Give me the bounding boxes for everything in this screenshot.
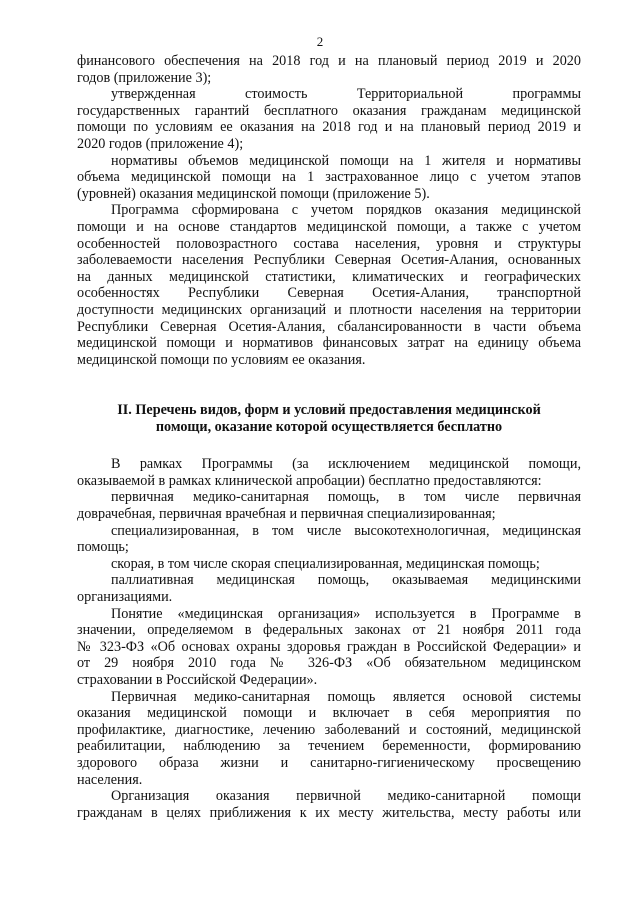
paragraph: [77, 202, 581, 368]
text-line: Республики Северная Осетия-Алания, сбалансированности в части объема: [77, 318, 581, 335]
text-line: значении, определяемом в федеральных законах от 21 ноября 2011 года: [77, 622, 581, 639]
paragraph: [77, 86, 581, 152]
text-line: реабилитации, наблюдению за течением беременности, формированию: [77, 738, 581, 755]
paragraph: [77, 489, 581, 522]
section-paragraphs: [77, 456, 581, 821]
text-line: населения.: [77, 771, 143, 788]
text-line: 2020 годов (приложение 4);: [77, 135, 244, 152]
paragraph: [77, 606, 581, 689]
document-body: [77, 53, 581, 821]
text-line: первичная медико-санитарная помощь, в том числе первичная: [111, 489, 581, 506]
paragraph: [77, 53, 581, 86]
paragraph: [77, 572, 581, 605]
text-line: от 29 ноября 2010 года № 326-ФЗ «Об обязательном медицинском: [77, 655, 581, 672]
section-heading: [77, 402, 581, 436]
text-line: гражданам в целях приближения к их месту жительства, месту работы или: [77, 804, 581, 821]
paragraph: [77, 788, 581, 821]
text-line: доврачебная, первичная врачебная и первичная специализированная;: [77, 506, 496, 523]
text-line: государственных гарантий бесплатного оказания гражданам медицинской: [77, 102, 581, 119]
text-line: Программа сформирована с учетом порядков оказания медицинской: [111, 202, 581, 219]
text-line: годов (приложение 3);: [77, 69, 212, 86]
text-line: помощь;: [77, 539, 129, 556]
intro-paragraphs: [77, 53, 581, 368]
page-number: 2: [316, 34, 324, 49]
text-line: скорая, в том числе скорая специализированная, медицинская помощь;: [111, 555, 540, 572]
text-line: медицинской помощи по условиям ее оказания.: [77, 351, 366, 368]
text-line: здорового образа жизни и санитарно-гигиеническому просвещению: [77, 754, 581, 771]
paragraph: [77, 689, 581, 789]
text-line: особенностей половозрастного состава населения, уровня и структуры: [77, 235, 581, 252]
text-line: нормативы объемов медицинской помощи на 1 жителя и нормативы: [111, 152, 581, 169]
text-line: (уровней) оказания медицинской помощи (приложение 5).: [77, 185, 430, 202]
section-heading-line: помощи, оказание которой осуществляется бесплатно: [155, 419, 503, 436]
text-line: организациями.: [77, 589, 173, 606]
text-line: помощи по условиям ее оказания на 2018 год и на плановый период 2019 и: [77, 119, 581, 136]
paragraph: [77, 556, 581, 573]
text-line: В рамках Программы (за исключением медицинской помощи,: [111, 456, 581, 473]
paragraph: [77, 153, 581, 203]
text-line: на данных медицинской статистики, климатических и географических: [77, 268, 581, 285]
text-line: медицинской помощи и нормативов финансовых затрат на единицу объема: [77, 335, 581, 352]
text-line: оказываемой в рамках клинической апробации) бесплатно предоставляются:: [77, 472, 542, 489]
paragraph: [77, 456, 581, 489]
paragraph: [77, 523, 581, 556]
text-line: Организация оказания первичной медико-санитарной помощи: [111, 788, 581, 805]
text-line: № 323-ФЗ «Об основах охраны здоровья граждан в Российской Федерации» и: [77, 638, 581, 655]
text-line: заболеваемости населения Республики Северная Осетия-Алания, основанных: [77, 252, 581, 269]
text-line: утвержденная стоимость Территориальной программы: [111, 86, 581, 103]
text-line: профилактике, диагностике, лечению заболеваний и состояний, медицинской: [77, 721, 581, 738]
text-line: оказания медицинской помощи и включает в себя мероприятия по: [77, 705, 581, 722]
text-line: доступности медицинских организаций и плотности населения на территории: [77, 301, 581, 318]
text-line: страховании в Российской Федерации».: [77, 672, 318, 688]
text-line: паллиативная медицинская помощь, оказываемая медицинскими: [111, 572, 581, 589]
text-line: специализированная, в том числе высокотехнологичная, медицинская: [111, 522, 581, 539]
text-line: финансового обеспечения на 2018 год и на плановый период 2019 и 2020: [77, 53, 581, 69]
text-line: Первичная медико-санитарная помощь является основой системы: [111, 688, 581, 705]
text-line: помощи и на основе стандартов медицинской помощи, а также с учетом: [77, 218, 581, 235]
section-heading-line: II. Перечень видов, форм и условий предоставления медицинской: [117, 402, 541, 419]
text-line: Понятие «медицинская организация» используется в Программе в: [111, 605, 581, 622]
text-line: объема медицинской помощи на 1 застрахованное лицо с учетом этапов: [77, 169, 581, 186]
text-line: особенностях Республики Северная Осетия-Алания, транспортной: [77, 285, 581, 302]
